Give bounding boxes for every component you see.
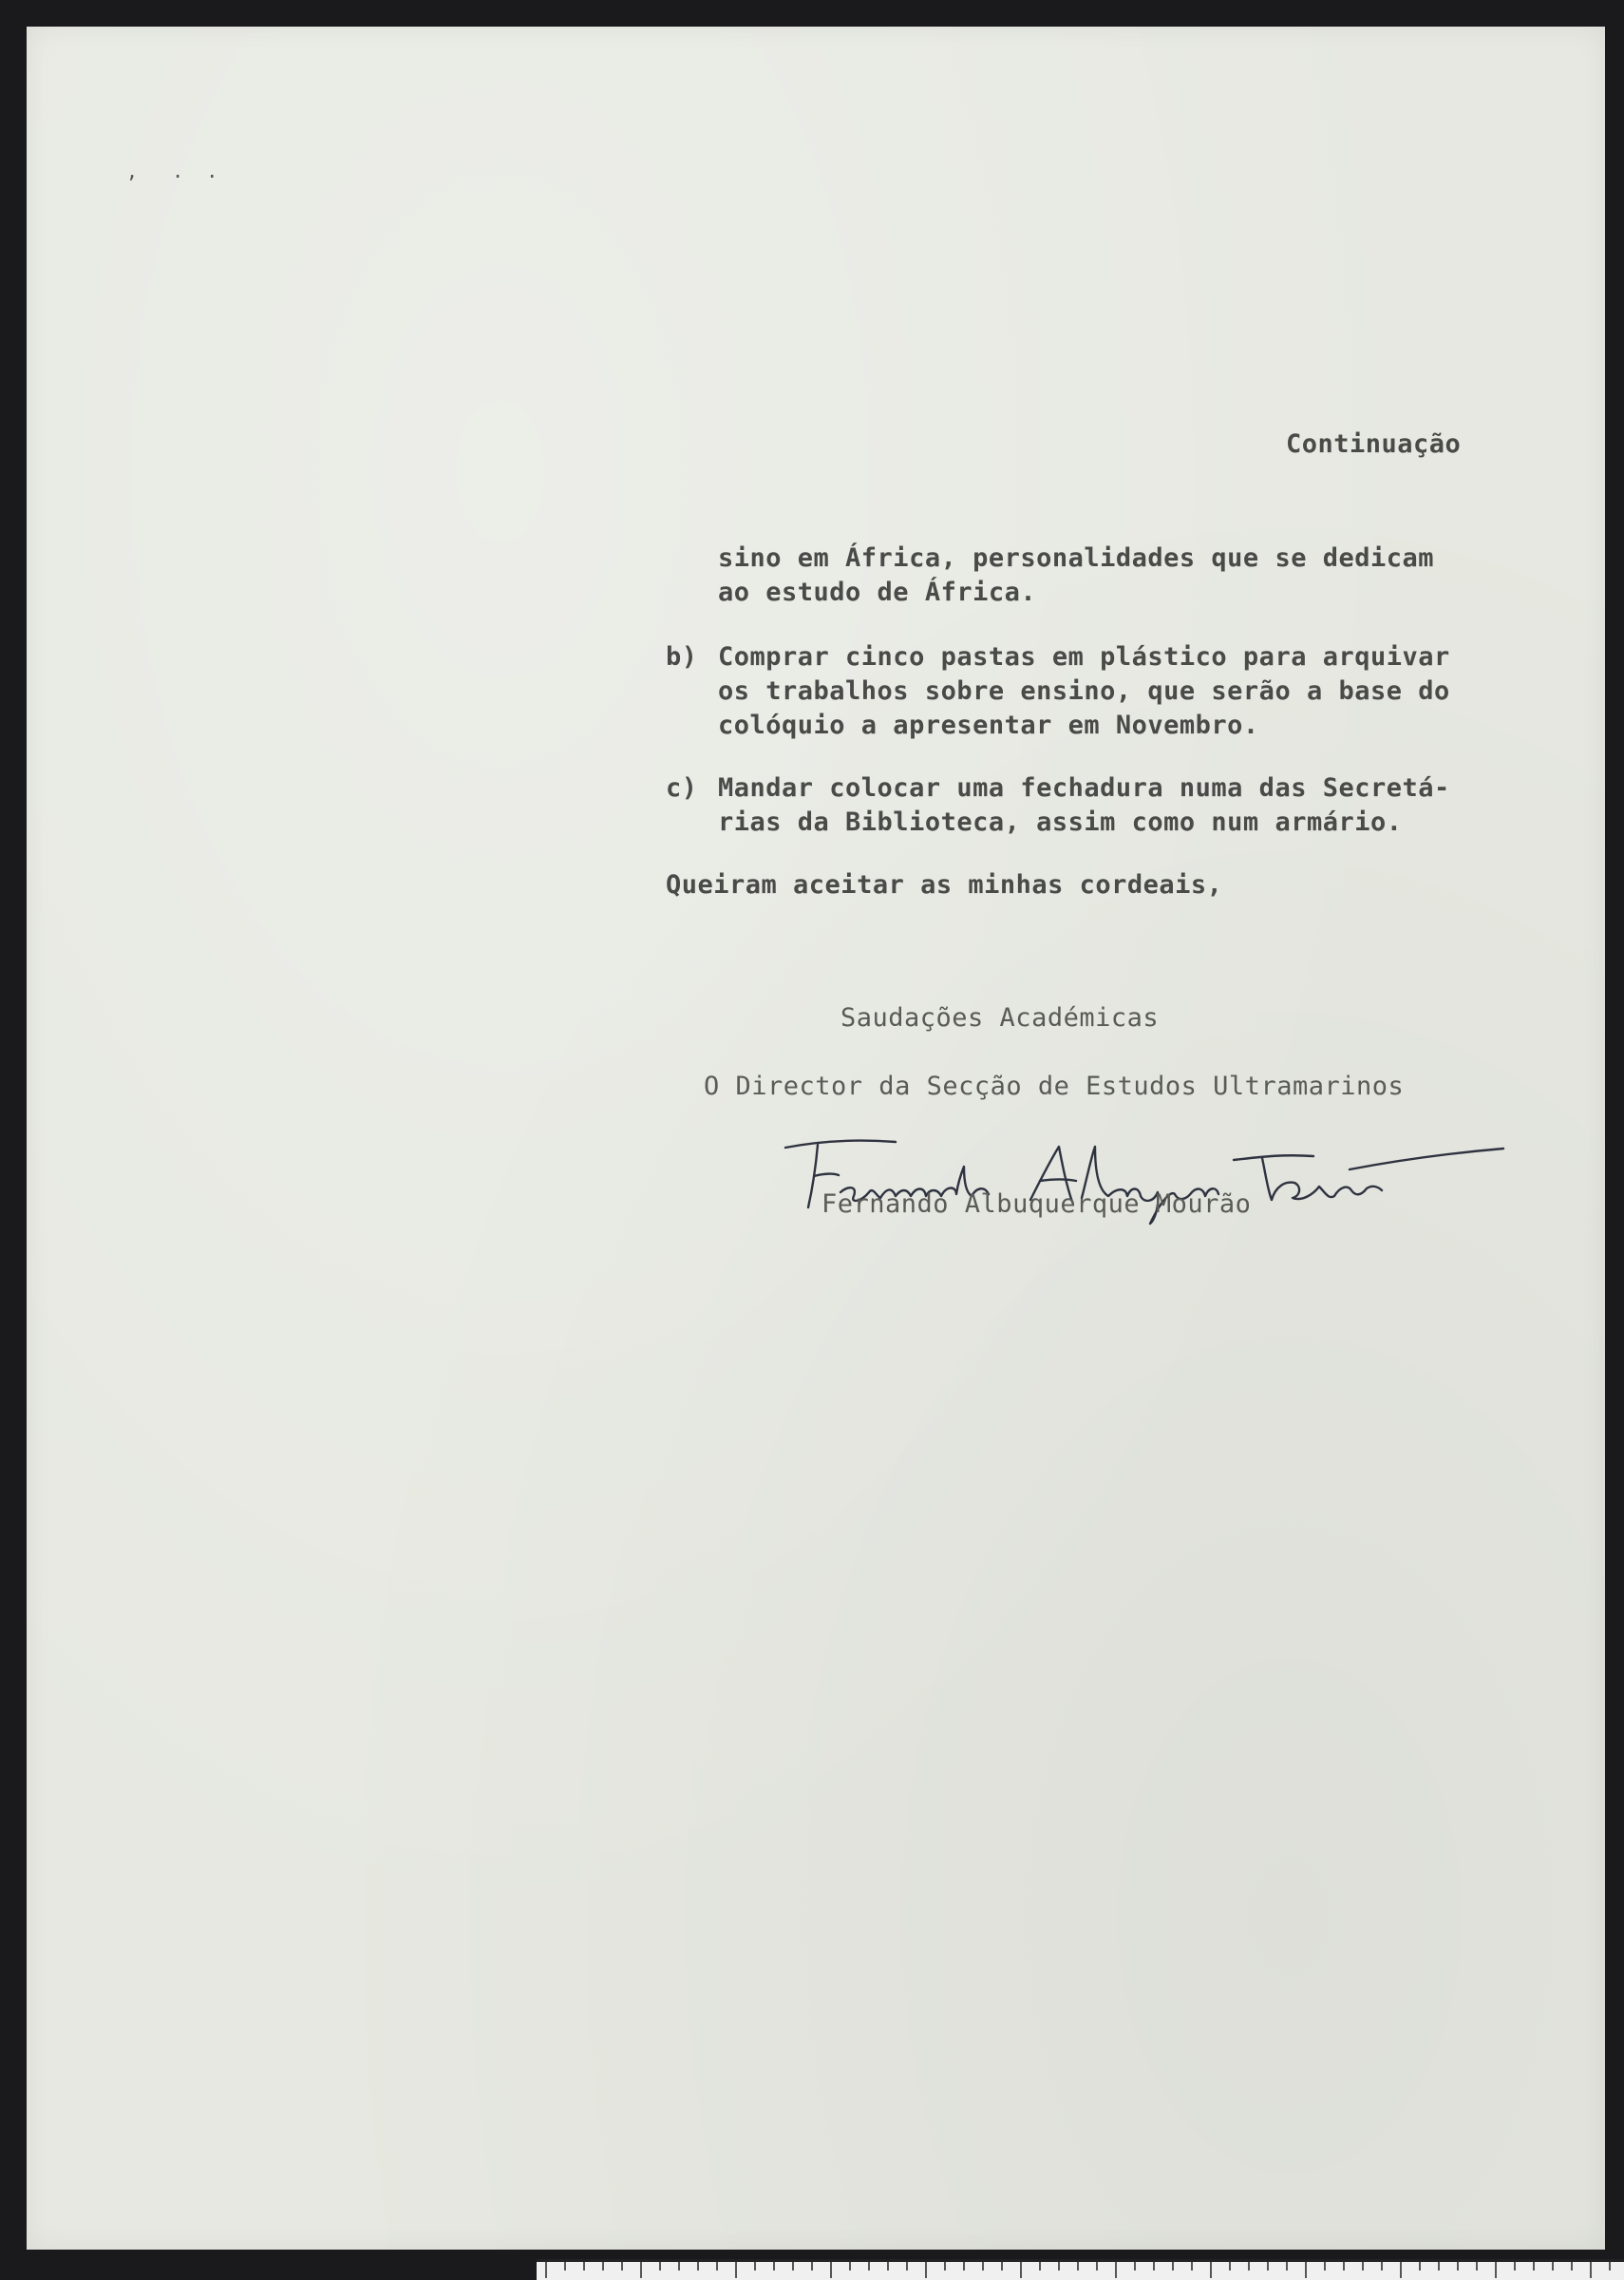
scale-ruler (537, 2259, 1624, 2280)
signatory-name: Fernando Albuquerque Mourão (821, 1189, 1252, 1219)
greeting: Saudações Académicas (840, 1003, 1160, 1033)
item-b-line-1: Comprar cinco pastas em plástico para arquivar (718, 642, 1450, 672)
signatory-title: O Director da Secção de Estudos Ultramarinos (704, 1072, 1405, 1101)
item-c-line-2: rias da Biblioteca, assim como num armário. (718, 808, 1403, 837)
item-b-marker: b) (666, 642, 698, 672)
closing-line: Queiram aceitar as minhas cordeais, (666, 870, 1223, 900)
continuation-header: Continuação (1286, 429, 1462, 459)
item-c-line-1: Mandar colocar uma fechadura numa das Secretá- (718, 773, 1450, 803)
item-b-line-3: colóquio a apresentar em Novembro. (718, 711, 1259, 740)
body-line-1: sino em África, personalidades que se dedicam (718, 543, 1434, 573)
item-c-marker: c) (666, 773, 698, 803)
corner-marks: , . . (126, 160, 218, 182)
item-b-line-2: os trabalhos sobre ensino, que serão a base do (718, 676, 1450, 706)
paper-sheet (27, 27, 1605, 2250)
body-line-2: ao estudo de África. (718, 578, 1037, 607)
